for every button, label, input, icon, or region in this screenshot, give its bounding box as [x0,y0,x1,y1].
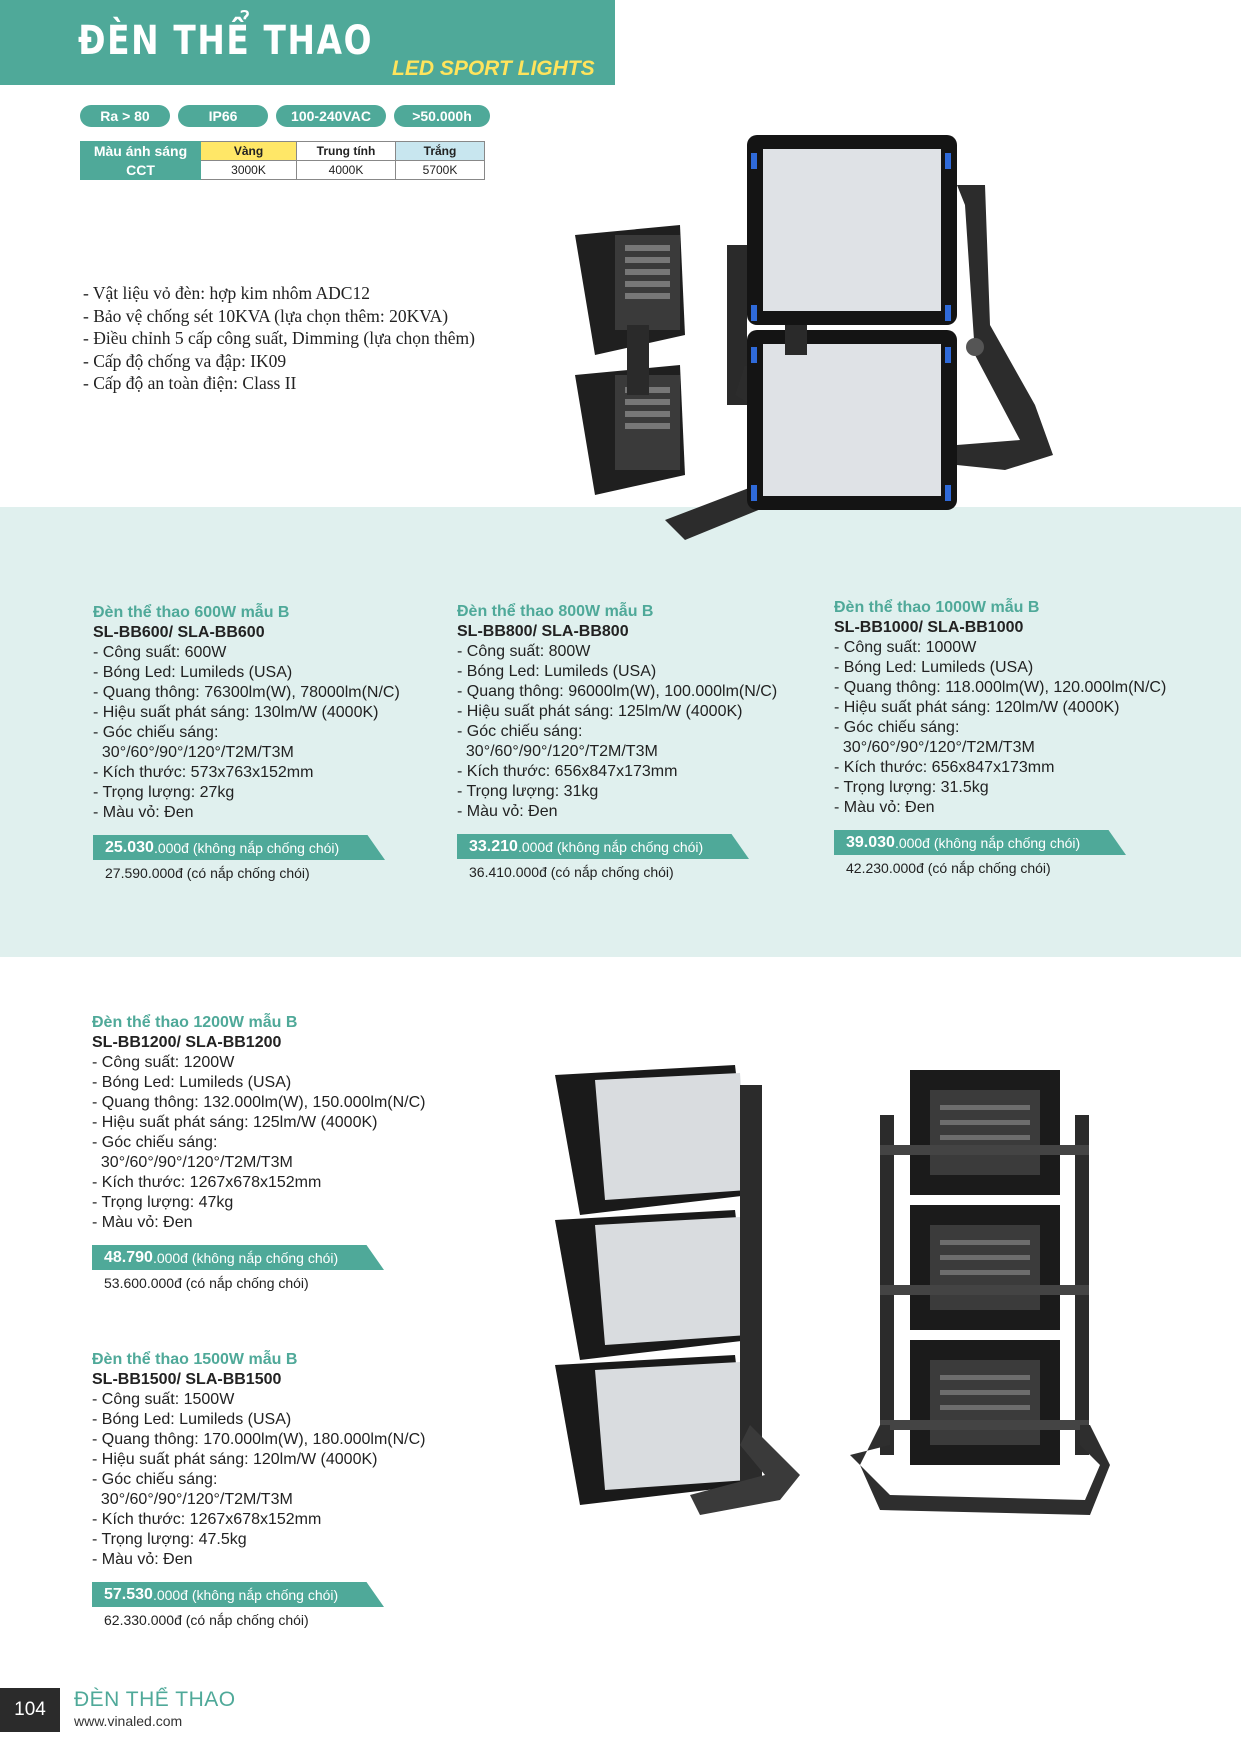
table-cell: CCT [81,161,201,180]
product-title: Đèn thể thao 600W mẫu B [93,604,290,621]
list-item: - Cấp độ an toàn điện: Class II [83,373,297,393]
list-item: - Bảo vệ chống sét 10KVA (lựa chọn thêm: 20KVA) [83,305,449,326]
spec-line: - Quang thông: 118.000lm(W), 120.000lm(N/C) [834,679,1167,696]
product-title: Đèn thể thao 1200W mẫu B [92,1014,298,1031]
feature-list [83,282,475,395]
price-rest: .000đ (không nắp chống chói) [152,1586,339,1603]
page-title: ĐÈN THỂ THAO [78,18,374,64]
price-bold: 25.030 [105,838,154,856]
spec-line: 30°/60°/90°/120°/T2M/T3M [92,1491,293,1508]
table-cell: Vàng [201,142,297,161]
price-alt: 36.410.000đ (có nắp chống chói) [469,864,674,880]
spec-line: - Công suất: 600W [93,644,227,661]
price-alt: 42.230.000đ (có nắp chống chói) [846,860,1051,876]
floodlight-image-top [565,125,1215,550]
price-bold: 48.790 [104,1248,153,1266]
table-cell: 5700K [396,161,485,180]
badge-ip: IP66 [178,105,268,127]
spec-line: - Màu vỏ: Đen [457,803,558,820]
product-1000w [834,598,1166,878]
price-tag [92,1582,384,1607]
spec-line: - Trọng lượng: 27kg [93,784,235,801]
spec-line: - Góc chiếu sáng: [93,724,219,741]
spec-line: - Công suất: 1000W [834,639,977,656]
spec-line: - Kích thước: 573x763x152mm [93,764,314,781]
spec-line: - Công suất: 1200W [92,1054,235,1071]
spec-line: - Bóng Led: Lumileds (USA) [834,659,1034,676]
spec-line: - Kích thước: 1267x678x152mm [92,1174,322,1191]
price-bold: 33.210 [469,837,518,855]
list-item: - Điều chỉnh 5 cấp công suất, Dimming (lựa chọn thêm) [83,328,475,348]
spec-line: - Quang thông: 170.000lm(W), 180.000lm(N/C) [92,1431,426,1448]
price-rest: .000đ (không nắp chống chói) [152,1249,339,1266]
footer-title: ĐÈN THỂ THAO [74,1688,236,1711]
spec-line: - Trọng lượng: 47kg [92,1194,234,1211]
price-tag [92,1245,384,1270]
product-code: SL-BB1500/ SLA-BB1500 [92,1371,282,1388]
spec-line: - Bóng Led: Lumileds (USA) [457,663,657,680]
table-cell: Màu ánh sáng [81,142,201,161]
spec-line: - Kích thước: 656x847x173mm [834,759,1055,776]
price-tag [834,830,1126,855]
spec-line: 30°/60°/90°/120°/T2M/T3M [834,739,1035,756]
price-bold: 39.030 [846,833,895,851]
product-600w [93,603,400,883]
price-bold: 57.530 [104,1585,153,1603]
spec-line: - Quang thông: 96000lm(W), 100.000lm(N/C) [457,683,778,700]
price-alt: 53.600.000đ (có nắp chống chói) [104,1275,309,1291]
spec-line: - Quang thông: 132.000lm(W), 150.000lm(N/C) [92,1094,426,1111]
price-rest: .000đ (không nắp chống chói) [517,838,704,855]
product-800w [457,602,777,882]
page-subtitle: LED SPORT LIGHTS [392,57,595,80]
spec-line: - Bóng Led: Lumileds (USA) [92,1411,292,1428]
spec-line: - Hiệu suất phát sáng: 130lm/W (4000K) [93,704,379,721]
spec-line: - Công suất: 800W [457,643,591,660]
price-tag [457,834,749,859]
spec-line: - Góc chiếu sáng: [92,1134,218,1151]
product-1500w [92,1350,425,1630]
table-row [81,161,485,180]
price-tag [93,835,385,860]
spec-line: 30°/60°/90°/120°/T2M/T3M [93,744,294,761]
product-title: Đèn thể thao 1000W mẫu B [834,599,1040,616]
list-item: - Vật liệu vỏ đèn: hợp kim nhôm ADC12 [83,283,370,303]
spec-line: - Màu vỏ: Đen [93,804,194,821]
product-title: Đèn thể thao 800W mẫu B [457,603,654,620]
spec-line: - Màu vỏ: Đen [92,1551,193,1568]
product-code: SL-BB1200/ SLA-BB1200 [92,1034,282,1051]
product-code: SL-BB600/ SLA-BB600 [93,624,265,641]
spec-line: 30°/60°/90°/120°/T2M/T3M [457,743,658,760]
spec-line: - Kích thước: 656x847x173mm [457,763,678,780]
spec-line: - Trọng lượng: 47.5kg [92,1531,247,1548]
spec-badges [80,105,490,127]
price-alt: 27.590.000đ (có nắp chống chói) [105,865,310,881]
spec-line: - Quang thông: 76300lm(W), 78000lm(N/C) [93,684,400,701]
spec-line: - Góc chiếu sáng: [457,723,583,740]
price-rest: .000đ (không nắp chống chói) [894,834,1081,851]
product-1200w [92,1013,425,1293]
product-code: SL-BB800/ SLA-BB800 [457,623,629,640]
price-alt: 62.330.000đ (có nắp chống chói) [104,1612,309,1628]
spec-line: 30°/60°/90°/120°/T2M/T3M [92,1154,293,1171]
floodlight-image-bottom [550,1045,1180,1545]
cct-table [80,141,485,180]
spec-line: - Kích thước: 1267x678x152mm [92,1511,322,1528]
table-cell: 3000K [201,161,297,180]
table-cell: 4000K [297,161,396,180]
spec-line: - Trọng lượng: 31kg [457,783,599,800]
badge-ra: Ra > 80 [80,105,170,127]
table-cell: Trung tính [297,142,396,161]
page-number: 104 [0,1688,60,1732]
product-code: SL-BB1000/ SLA-BB1000 [834,619,1024,636]
badge-voltage: 100-240VAC [276,105,386,127]
list-item: - Cấp độ chống va đập: IK09 [83,350,287,371]
spec-line: - Bóng Led: Lumileds (USA) [92,1074,292,1091]
spec-line: - Hiệu suất phát sáng: 120lm/W (4000K) [834,699,1120,716]
product-title: Đèn thể thao 1500W mẫu B [92,1351,298,1368]
spec-line: - Hiệu suất phát sáng: 125lm/W (4000K) [457,703,743,720]
badge-lifetime: >50.000h [394,105,490,127]
spec-line: - Màu vỏ: Đen [92,1214,193,1231]
spec-line: - Công suất: 1500W [92,1391,235,1408]
price-rest: .000đ (không nắp chống chói) [153,839,340,856]
spec-line: - Hiệu suất phát sáng: 120lm/W (4000K) [92,1451,378,1468]
table-cell: Trắng [396,142,485,161]
spec-line: - Màu vỏ: Đen [834,799,935,816]
spec-line: - Góc chiếu sáng: [92,1471,218,1488]
table-row [81,142,485,161]
spec-line: - Bóng Led: Lumileds (USA) [93,664,293,681]
footer-url: www.vinaled.com [74,1713,183,1729]
spec-line: - Trọng lượng: 31.5kg [834,779,989,796]
spec-line: - Góc chiếu sáng: [834,719,960,736]
spec-line: - Hiệu suất phát sáng: 125lm/W (4000K) [92,1114,378,1131]
